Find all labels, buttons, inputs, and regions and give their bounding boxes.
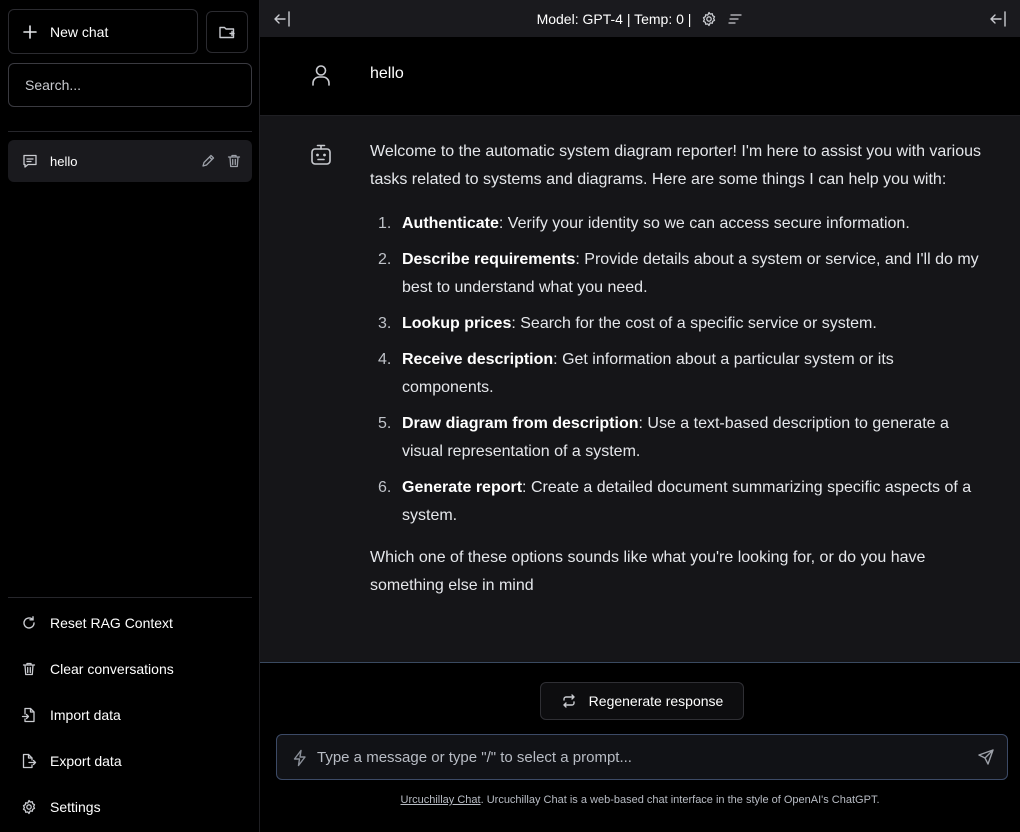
search-input[interactable] (8, 63, 252, 107)
footer (260, 794, 1020, 806)
model-info: Model: GPT-4 | Temp: 0 | (536, 10, 692, 27)
conversation-label: hello (50, 153, 78, 169)
capabilities-list (370, 210, 985, 530)
user-message-text: hello (370, 65, 404, 82)
message-input[interactable] (317, 735, 957, 779)
gear-icon[interactable] (701, 11, 717, 27)
pencil-icon[interactable] (200, 153, 216, 169)
send-icon[interactable] (977, 748, 995, 766)
sidebar (0, 0, 260, 832)
assistant-outro: Which one of these options sounds like what you're looking for, or do you have something else in mind (370, 549, 926, 594)
assistant-message-content (370, 138, 985, 600)
list-item: 3. Lookup prices: Search for the cost of a specific service or system. (378, 315, 877, 332)
collapse-sidebar-icon[interactable] (272, 9, 292, 29)
list-item: 6. Generate report: Create a detailed document summarizing specific aspects of a system. (378, 479, 972, 524)
file-export-icon (21, 753, 37, 769)
user-icon (308, 62, 334, 88)
footer-link[interactable]: Urcuchillay Chat (400, 794, 481, 806)
bolt-icon (291, 749, 309, 767)
clear-conversations-button[interactable] (8, 646, 252, 692)
reset-rag-context-button[interactable] (8, 600, 252, 646)
sidebar-menu (8, 600, 252, 830)
menu-label: Import data (50, 707, 121, 723)
sidebar-divider (8, 131, 252, 132)
refresh-icon (21, 615, 37, 631)
repeat-icon (561, 693, 577, 709)
robot-icon (308, 142, 334, 168)
regenerate-button[interactable] (540, 682, 744, 720)
list-item: 2. Describe requirements: Provide details about a system or service, and I'll do my best to understand what you need. (378, 251, 979, 296)
list-item: 1. Authenticate: Verify your identity so we can access secure information. (378, 215, 910, 232)
footer-text: . Urcuchillay Chat is a web-based chat interface in the style of OpenAI's ChatGPT. (480, 794, 880, 806)
new-folder-button[interactable] (206, 11, 248, 53)
folder-plus-icon (218, 23, 236, 41)
collapse-promptbar-icon[interactable] (988, 9, 1008, 29)
message-composer (276, 734, 1008, 780)
list-item: 5. Draw diagram from description: Use a text-based description to generate a visual representation of a system. (378, 415, 949, 460)
trash-icon (21, 661, 37, 677)
menu-label: Clear conversations (50, 661, 174, 677)
trash-icon[interactable] (226, 153, 242, 169)
import-data-button[interactable] (8, 692, 252, 738)
chat-header (260, 0, 1020, 37)
regenerate-label: Regenerate response (588, 693, 724, 709)
settings-button[interactable] (8, 784, 252, 830)
plus-icon (23, 25, 37, 39)
chat-main (260, 0, 1020, 832)
user-message (260, 37, 1020, 116)
export-data-button[interactable] (8, 738, 252, 784)
clear-lines-icon[interactable] (727, 11, 743, 27)
assistant-intro: Welcome to the automatic system diagram reporter! I'm here to assist you with various tasks related to systems and diagrams. Here are some things I can help you with: (370, 143, 981, 188)
menu-label: Settings (50, 799, 101, 815)
list-item: 4. Receive description: Get information about a particular system or its components. (378, 351, 894, 396)
assistant-message (260, 116, 1020, 663)
menu-label: Export data (50, 753, 122, 769)
gear-icon (21, 799, 37, 815)
file-import-icon (21, 707, 37, 723)
sidebar-divider (8, 597, 252, 598)
new-chat-label: New chat (50, 23, 109, 40)
chat-bubble-icon (22, 153, 38, 169)
new-chat-button[interactable] (8, 9, 198, 54)
menu-label: Reset RAG Context (50, 615, 173, 631)
conversation-item[interactable] (8, 140, 252, 182)
